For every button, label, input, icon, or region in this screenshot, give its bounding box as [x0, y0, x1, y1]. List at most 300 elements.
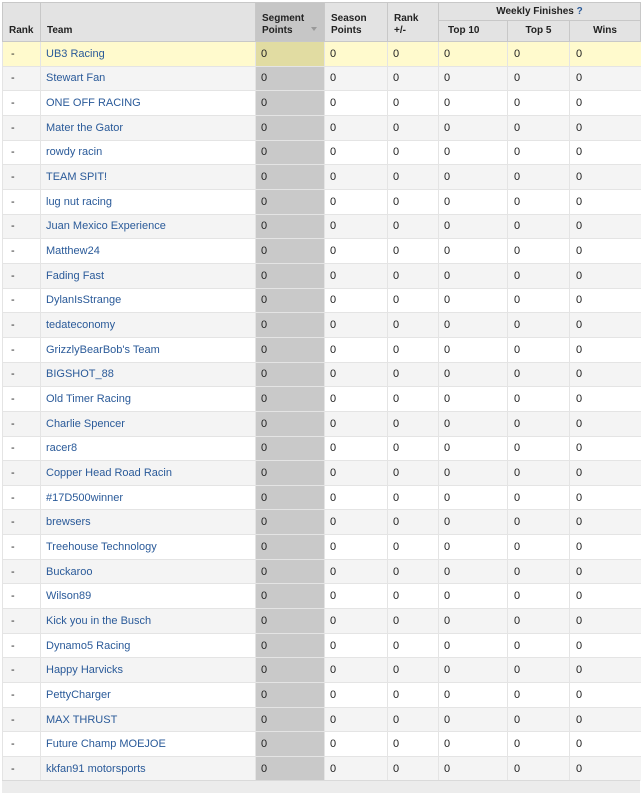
table-row — [3, 66, 641, 91]
team-cell — [41, 683, 256, 708]
team-cell — [41, 510, 256, 535]
top10-cell: 0 — [439, 559, 508, 584]
sort-descending-icon — [311, 27, 317, 31]
wins-cell: 0 — [570, 633, 641, 658]
rank-column-header[interactable]: Rank — [3, 3, 41, 42]
team-cell — [41, 658, 256, 683]
segment-points-label: Segment Points — [262, 13, 305, 36]
team-link[interactable]: Old Timer Racing — [46, 393, 131, 406]
team-link[interactable]: Stewart Fan — [46, 72, 106, 85]
segment-points-cell: 0 — [256, 485, 325, 510]
table-row — [3, 288, 641, 313]
season-points-cell: 0 — [325, 461, 388, 486]
top5-cell: 0 — [508, 66, 570, 91]
segment-points-cell: 0 — [256, 214, 325, 239]
segment-points-cell: 0 — [256, 757, 325, 781]
segment-points-cell: 0 — [256, 362, 325, 387]
top5-column-header[interactable]: Top 5 — [508, 21, 570, 42]
team-cell — [41, 411, 256, 436]
top10-cell: 0 — [439, 707, 508, 732]
wins-cell: 0 — [570, 263, 641, 288]
table-row — [3, 140, 641, 165]
wins-cell: 0 — [570, 362, 641, 387]
season-points-cell: 0 — [325, 411, 388, 436]
segment-points-column-header[interactable] — [256, 3, 325, 42]
team-link[interactable]: BIGSHOT_88 — [46, 368, 114, 381]
top5-cell: 0 — [508, 757, 570, 781]
rank-change-cell: 0 — [388, 337, 439, 362]
table-row — [3, 313, 641, 338]
top5-cell: 0 — [508, 535, 570, 560]
table-row — [3, 165, 641, 190]
rank-change-cell: 0 — [388, 683, 439, 708]
team-link[interactable]: UB3 Racing — [46, 47, 105, 60]
top5-cell: 0 — [508, 140, 570, 165]
wins-cell: 0 — [570, 313, 641, 338]
team-column-header[interactable]: Team — [41, 3, 256, 42]
top10-cell: 0 — [439, 189, 508, 214]
season-points-cell: 0 — [325, 535, 388, 560]
wins-cell: 0 — [570, 288, 641, 313]
table-row — [3, 239, 641, 264]
season-points-cell: 0 — [325, 757, 388, 781]
segment-points-cell: 0 — [256, 91, 325, 116]
season-points-cell: 0 — [325, 683, 388, 708]
segment-points-cell: 0 — [256, 313, 325, 338]
rank-change-cell: 0 — [388, 707, 439, 732]
season-points-cell: 0 — [325, 91, 388, 116]
rank-cell: - — [3, 510, 41, 535]
table-row — [3, 461, 641, 486]
table-row — [3, 436, 641, 461]
team-link[interactable]: ONE OFF RACING — [46, 97, 141, 110]
top5-cell: 0 — [508, 288, 570, 313]
top10-cell: 0 — [439, 757, 508, 781]
rank-cell: - — [3, 165, 41, 190]
wins-cell: 0 — [570, 436, 641, 461]
top10-cell: 0 — [439, 239, 508, 264]
rank-change-cell: 0 — [388, 288, 439, 313]
wins-cell: 0 — [570, 658, 641, 683]
top10-cell: 0 — [439, 337, 508, 362]
team-cell — [41, 239, 256, 264]
rank-cell: - — [3, 239, 41, 264]
team-cell — [41, 115, 256, 140]
top10-cell: 0 — [439, 683, 508, 708]
rank-cell: - — [3, 732, 41, 757]
team-link[interactable]: TEAM SPIT! — [46, 171, 108, 184]
rank-change-cell: 0 — [388, 732, 439, 757]
segment-points-cell: 0 — [256, 42, 325, 67]
wins-cell: 0 — [570, 485, 641, 510]
segment-points-cell: 0 — [256, 609, 325, 634]
top10-cell: 0 — [439, 658, 508, 683]
top5-cell: 0 — [508, 189, 570, 214]
rank-cell: - — [3, 461, 41, 486]
team-cell — [41, 313, 256, 338]
top5-cell: 0 — [508, 214, 570, 239]
team-link[interactable]: Fading Fast — [46, 269, 105, 282]
wins-cell: 0 — [570, 214, 641, 239]
rank-change-column-header[interactable]: Rank +/- — [388, 3, 439, 42]
segment-points-cell: 0 — [256, 239, 325, 264]
season-points-cell: 0 — [325, 658, 388, 683]
top5-cell: 0 — [508, 91, 570, 116]
wins-cell: 0 — [570, 757, 641, 781]
rank-change-cell: 0 — [388, 362, 439, 387]
team-cell — [41, 461, 256, 486]
table-row — [3, 683, 641, 708]
top10-cell: 0 — [439, 387, 508, 412]
rank-cell: - — [3, 683, 41, 708]
table-row — [3, 658, 641, 683]
team-cell — [41, 189, 256, 214]
team-link[interactable]: Kick you in the Busch — [46, 614, 152, 627]
top5-cell: 0 — [508, 337, 570, 362]
team-cell — [41, 584, 256, 609]
rank-cell: - — [3, 436, 41, 461]
rank-cell: - — [3, 115, 41, 140]
wins-cell: 0 — [570, 387, 641, 412]
weekly-finishes-label: Weekly Finishes — [496, 5, 574, 17]
table-row — [3, 337, 641, 362]
rank-cell: - — [3, 313, 41, 338]
top5-cell: 0 — [508, 362, 570, 387]
segment-points-cell: 0 — [256, 66, 325, 91]
team-link[interactable]: Mater the Gator — [46, 121, 124, 134]
team-cell — [41, 485, 256, 510]
rank-change-cell: 0 — [388, 165, 439, 190]
team-cell — [41, 707, 256, 732]
team-cell — [41, 91, 256, 116]
segment-points-cell: 0 — [256, 337, 325, 362]
team-cell — [41, 757, 256, 781]
segment-points-cell: 0 — [256, 115, 325, 140]
wins-cell: 0 — [570, 732, 641, 757]
season-points-cell: 0 — [325, 239, 388, 264]
top10-cell: 0 — [439, 66, 508, 91]
team-link[interactable]: Matthew24 — [46, 245, 100, 258]
wins-cell: 0 — [570, 239, 641, 264]
rank-cell: - — [3, 189, 41, 214]
rank-cell: - — [3, 387, 41, 412]
top5-cell: 0 — [508, 115, 570, 140]
top10-cell: 0 — [439, 91, 508, 116]
wins-cell: 0 — [570, 91, 641, 116]
rank-cell: - — [3, 140, 41, 165]
segment-points-cell: 0 — [256, 387, 325, 412]
table-row — [3, 633, 641, 658]
top10-cell: 0 — [439, 165, 508, 190]
season-points-cell: 0 — [325, 633, 388, 658]
season-points-cell: 0 — [325, 66, 388, 91]
top10-cell: 0 — [439, 140, 508, 165]
rank-cell: - — [3, 658, 41, 683]
season-points-cell: 0 — [325, 559, 388, 584]
standings-body — [3, 42, 641, 781]
team-cell — [41, 559, 256, 584]
rank-change-cell: 0 — [388, 411, 439, 436]
team-cell — [41, 732, 256, 757]
top10-cell: 0 — [439, 288, 508, 313]
team-link[interactable]: Treehouse Technology — [46, 540, 157, 553]
table-row — [3, 584, 641, 609]
wins-cell: 0 — [570, 707, 641, 732]
rank-change-cell: 0 — [388, 559, 439, 584]
team-cell — [41, 609, 256, 634]
season-points-column-header[interactable]: Season Points — [325, 3, 388, 42]
team-link[interactable]: DylanIsStrange — [46, 294, 122, 307]
wins-cell: 0 — [570, 411, 641, 436]
rank-cell: - — [3, 42, 41, 67]
rank-cell: - — [3, 559, 41, 584]
team-cell — [41, 140, 256, 165]
top10-cell: 0 — [439, 485, 508, 510]
wins-cell: 0 — [570, 189, 641, 214]
season-points-cell: 0 — [325, 707, 388, 732]
rank-change-cell: 0 — [388, 263, 439, 288]
wins-cell: 0 — [570, 609, 641, 634]
wins-cell: 0 — [570, 337, 641, 362]
team-cell — [41, 337, 256, 362]
table-row — [3, 115, 641, 140]
top5-cell: 0 — [508, 485, 570, 510]
top5-cell: 0 — [508, 42, 570, 67]
season-points-cell: 0 — [325, 140, 388, 165]
season-points-cell: 0 — [325, 42, 388, 67]
team-cell — [41, 263, 256, 288]
team-cell — [41, 535, 256, 560]
rank-change-cell: 0 — [388, 461, 439, 486]
team-cell — [41, 214, 256, 239]
team-link[interactable]: PettyCharger — [46, 688, 111, 701]
rank-change-cell: 0 — [388, 115, 439, 140]
team-link[interactable]: #17D500winner — [46, 491, 124, 504]
rank-change-cell: 0 — [388, 633, 439, 658]
season-points-cell: 0 — [325, 189, 388, 214]
rank-change-cell: 0 — [388, 66, 439, 91]
team-link[interactable]: Buckaroo — [46, 565, 93, 578]
season-points-cell: 0 — [325, 584, 388, 609]
table-row — [3, 263, 641, 288]
rank-cell: - — [3, 362, 41, 387]
rank-change-cell: 0 — [388, 584, 439, 609]
season-points-cell: 0 — [325, 510, 388, 535]
segment-points-cell: 0 — [256, 658, 325, 683]
top5-cell: 0 — [508, 683, 570, 708]
top10-cell: 0 — [439, 362, 508, 387]
wins-cell: 0 — [570, 165, 641, 190]
rank-change-cell: 0 — [388, 485, 439, 510]
top5-cell: 0 — [508, 411, 570, 436]
rank-cell: - — [3, 66, 41, 91]
rank-change-cell: 0 — [388, 313, 439, 338]
top10-cell: 0 — [439, 263, 508, 288]
rank-cell: - — [3, 609, 41, 634]
season-points-cell: 0 — [325, 115, 388, 140]
top5-cell: 0 — [508, 584, 570, 609]
team-link[interactable]: GrizzlyBearBob's Team — [46, 343, 160, 356]
table-row — [3, 214, 641, 239]
rank-cell: - — [3, 91, 41, 116]
top5-cell: 0 — [508, 436, 570, 461]
team-cell — [41, 165, 256, 190]
wins-cell: 0 — [570, 510, 641, 535]
segment-points-cell: 0 — [256, 461, 325, 486]
rank-cell: - — [3, 485, 41, 510]
wins-cell: 0 — [570, 66, 641, 91]
team-cell — [41, 387, 256, 412]
table-row — [3, 732, 641, 757]
segment-points-cell: 0 — [256, 559, 325, 584]
segment-points-cell: 0 — [256, 288, 325, 313]
top10-cell: 0 — [439, 510, 508, 535]
weekly-finishes-header — [439, 3, 641, 21]
table-row — [3, 707, 641, 732]
table-row — [3, 362, 641, 387]
rank-change-cell: 0 — [388, 609, 439, 634]
wins-column-header[interactable]: Wins — [570, 21, 641, 42]
table-row — [3, 510, 641, 535]
season-points-cell: 0 — [325, 165, 388, 190]
segment-points-cell: 0 — [256, 510, 325, 535]
rank-cell: - — [3, 214, 41, 239]
top5-cell: 0 — [508, 263, 570, 288]
team-link[interactable]: Dynamo5 Racing — [46, 639, 131, 652]
team-cell — [41, 633, 256, 658]
standings-panel — [2, 2, 640, 781]
rank-change-cell: 0 — [388, 757, 439, 781]
top10-cell: 0 — [439, 461, 508, 486]
top5-cell: 0 — [508, 461, 570, 486]
team-cell — [41, 66, 256, 91]
segment-points-cell: 0 — [256, 411, 325, 436]
rank-cell: - — [3, 633, 41, 658]
team-link[interactable]: Future Champ MOEJOE — [46, 738, 166, 751]
top5-cell: 0 — [508, 559, 570, 584]
season-points-cell: 0 — [325, 609, 388, 634]
top10-column-header[interactable]: Top 10 — [439, 21, 508, 42]
rank-change-cell: 0 — [388, 510, 439, 535]
team-link[interactable]: kkfan91 motorsports — [46, 762, 146, 775]
top10-cell: 0 — [439, 609, 508, 634]
rank-cell: - — [3, 535, 41, 560]
team-link[interactable]: MAX THRUST — [46, 713, 118, 726]
table-row — [3, 757, 641, 781]
rank-change-cell: 0 — [388, 91, 439, 116]
segment-points-cell: 0 — [256, 263, 325, 288]
top10-cell: 0 — [439, 42, 508, 67]
season-points-cell: 0 — [325, 263, 388, 288]
rank-change-cell: 0 — [388, 214, 439, 239]
segment-points-cell: 0 — [256, 436, 325, 461]
team-link[interactable]: Juan Mexico Experience — [46, 220, 166, 233]
season-points-cell: 0 — [325, 313, 388, 338]
rank-cell: - — [3, 411, 41, 436]
top10-cell: 0 — [439, 535, 508, 560]
wins-cell: 0 — [570, 584, 641, 609]
wins-cell: 0 — [570, 461, 641, 486]
wins-cell: 0 — [570, 140, 641, 165]
team-link[interactable]: Copper Head Road Racin — [46, 466, 172, 479]
team-link[interactable]: brewsers — [46, 516, 91, 529]
rank-change-cell: 0 — [388, 189, 439, 214]
segment-points-cell: 0 — [256, 732, 325, 757]
top10-cell: 0 — [439, 633, 508, 658]
team-link[interactable]: Happy Harvicks — [46, 664, 124, 677]
team-link[interactable]: rowdy racin — [46, 146, 103, 159]
segment-points-cell: 0 — [256, 165, 325, 190]
table-footer — [2, 780, 640, 793]
season-points-cell: 0 — [325, 362, 388, 387]
segment-points-cell: 0 — [256, 633, 325, 658]
season-points-cell: 0 — [325, 436, 388, 461]
top5-cell: 0 — [508, 313, 570, 338]
team-link[interactable]: tedateconomy — [46, 319, 116, 332]
team-link[interactable]: racer8 — [46, 442, 78, 455]
table-row — [3, 91, 641, 116]
top10-cell: 0 — [439, 115, 508, 140]
team-cell — [41, 42, 256, 67]
team-cell — [41, 288, 256, 313]
top5-cell: 0 — [508, 609, 570, 634]
rank-change-cell: 0 — [388, 42, 439, 67]
rank-cell: - — [3, 584, 41, 609]
top10-cell: 0 — [439, 313, 508, 338]
standings-table — [2, 2, 641, 781]
season-points-cell: 0 — [325, 387, 388, 412]
team-link[interactable]: Charlie Spencer — [46, 417, 125, 430]
top10-cell: 0 — [439, 584, 508, 609]
segment-points-cell: 0 — [256, 683, 325, 708]
help-icon[interactable]: ? — [576, 5, 583, 17]
team-link[interactable]: lug nut racing — [46, 195, 113, 208]
team-cell — [41, 436, 256, 461]
table-row — [3, 42, 641, 67]
top5-cell: 0 — [508, 239, 570, 264]
top5-cell: 0 — [508, 732, 570, 757]
segment-points-cell: 0 — [256, 707, 325, 732]
wins-cell: 0 — [570, 115, 641, 140]
table-row — [3, 411, 641, 436]
team-link[interactable]: Wilson89 — [46, 590, 92, 603]
wins-cell: 0 — [570, 559, 641, 584]
segment-points-cell: 0 — [256, 535, 325, 560]
top10-cell: 0 — [439, 411, 508, 436]
table-row — [3, 609, 641, 634]
wins-cell: 0 — [570, 42, 641, 67]
season-points-cell: 0 — [325, 732, 388, 757]
top5-cell: 0 — [508, 510, 570, 535]
top10-cell: 0 — [439, 214, 508, 239]
rank-cell: - — [3, 707, 41, 732]
table-row — [3, 189, 641, 214]
rank-change-cell: 0 — [388, 436, 439, 461]
rank-cell: - — [3, 337, 41, 362]
table-row — [3, 559, 641, 584]
top10-cell: 0 — [439, 436, 508, 461]
season-points-cell: 0 — [325, 288, 388, 313]
season-points-cell: 0 — [325, 337, 388, 362]
rank-change-cell: 0 — [388, 239, 439, 264]
wins-cell: 0 — [570, 535, 641, 560]
table-row — [3, 387, 641, 412]
season-points-cell: 0 — [325, 214, 388, 239]
top5-cell: 0 — [508, 633, 570, 658]
top5-cell: 0 — [508, 387, 570, 412]
segment-points-cell: 0 — [256, 140, 325, 165]
rank-change-cell: 0 — [388, 387, 439, 412]
